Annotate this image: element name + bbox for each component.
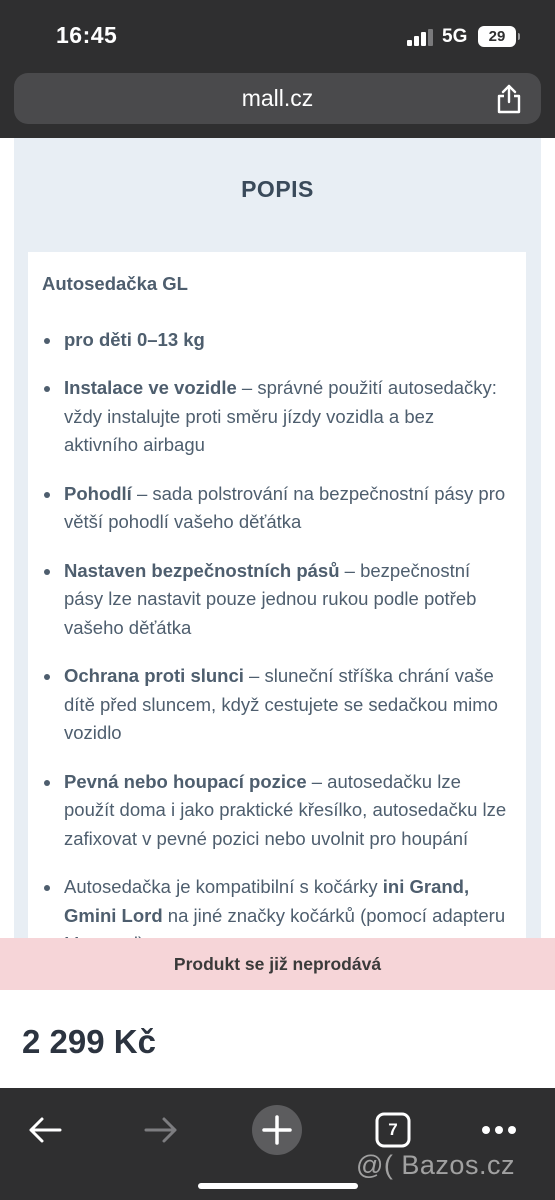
feature-list: [42, 326, 512, 959]
feature-item: Pohodlí – sada polstrování na bezpečnostní pásy pro větší pohodlí vašeho děťátka: [42, 480, 512, 537]
home-indicator[interactable]: [198, 1183, 358, 1189]
feature-item: Instalace ve vozidle – správné použití autosedačky: vždy instalujte proti směru jízdy vozidla a bez aktivního airbagu: [42, 374, 512, 460]
more-dots-icon: [481, 1125, 517, 1135]
section-title: POPIS: [241, 176, 314, 202]
discontinued-notice: Produkt se již neprodává: [0, 938, 555, 990]
network-type: 5G: [442, 26, 468, 47]
description-panel: [14, 138, 541, 958]
browser-top-chrome: [0, 0, 555, 138]
feature-item: pro děti 0–13 kg: [42, 326, 512, 355]
status-time: 16:45: [56, 22, 118, 48]
feature-item: Nastaven bezpečnostních pásů – bezpečnostní pásy lze nastavit pouze jednou rukou podle potřeb vašeho děťátka: [42, 557, 512, 643]
arrow-right-icon: [144, 1116, 178, 1144]
watermark: @( Bazos.cz: [356, 1150, 515, 1180]
back-button[interactable]: [15, 1100, 75, 1160]
tab-count: 7: [388, 1120, 398, 1139]
status-bar: [0, 0, 555, 72]
battery-icon: 29: [478, 26, 516, 47]
page-content[interactable]: [0, 138, 555, 938]
feature-item: Pevná nebo houpací pozice – autosedačku lze použít doma i jako praktické křesílko, autosedačku lze zafixovat v pevné pozici nebo uvolnit pro houpání: [42, 768, 512, 854]
new-tab-button[interactable]: [247, 1100, 307, 1160]
product-name: Autosedačka GL: [42, 273, 188, 294]
description-card: [28, 252, 526, 972]
arrow-left-icon: [28, 1116, 62, 1144]
address-bar[interactable]: [14, 73, 541, 124]
share-icon[interactable]: [495, 84, 523, 114]
plus-circle-icon: [251, 1104, 303, 1156]
forward-button[interactable]: [131, 1100, 191, 1160]
url-text: mall.cz: [241, 85, 314, 111]
price-area: [0, 990, 555, 1088]
product-price: 2 299 Kč: [22, 1023, 156, 1060]
cellular-signal-icon: [407, 29, 435, 46]
compatibility-item: Autosedačka je kompatibilní s kočárky ini Grand, Gmini Lord na jiné značky kočárků (pomocí adapteru: [42, 873, 512, 959]
feature-item: Ochrana proti slunci – sluneční stříška chrání vaše dítě před sluncem, když cestujete se sedačkou mimo vozidlo: [42, 662, 512, 748]
